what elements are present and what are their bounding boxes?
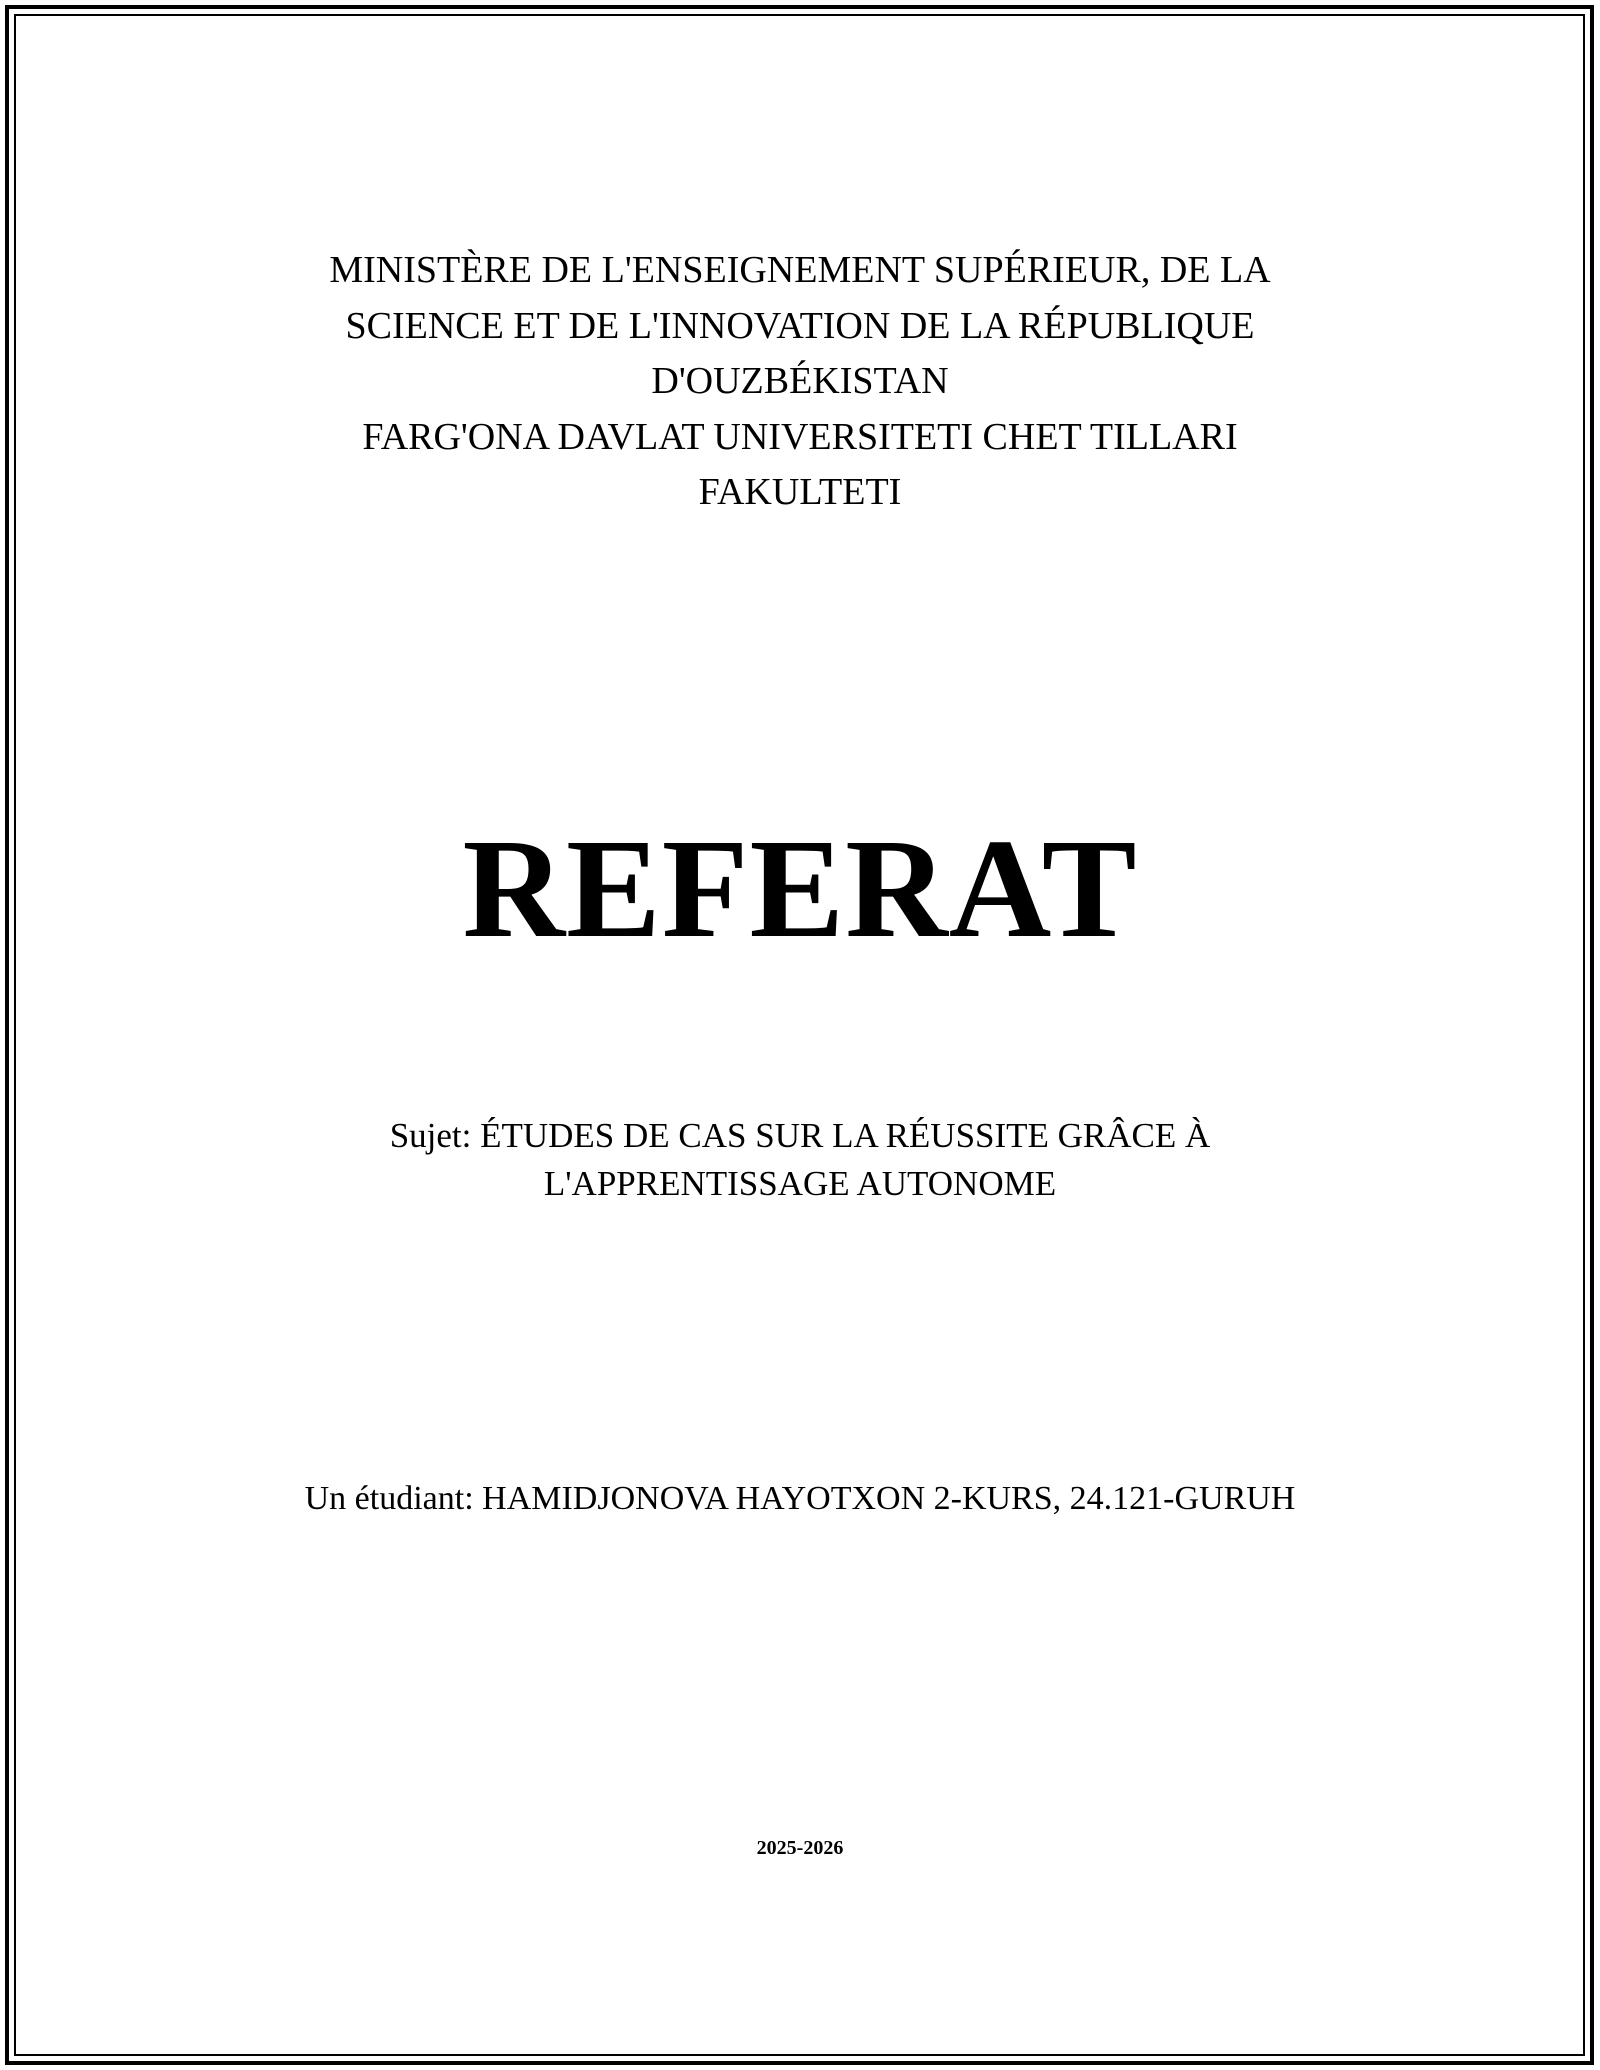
header-line-4: FARG'ONA DAVLAT UNIVERSITETI CHET TILLARI <box>362 415 1238 458</box>
header-line-3: D'OUZBÉKISTAN <box>651 360 949 402</box>
institution-header <box>0 243 1600 521</box>
header-line-2: SCIENCE ET DE L'INNOVATION DE LA RÉPUBLIQUE <box>345 304 1255 347</box>
student-info: Un étudiant: HAMIDJONOVA HAYOTXON 2-KURS, 24.121-GURUH <box>304 1480 1296 1517</box>
subject-line-1: Sujet: ÉTUDES DE CAS SUR LA RÉUSSITE GRÂCE À <box>389 1116 1211 1155</box>
document-title: REFERAT <box>462 809 1138 967</box>
subject <box>0 1112 1600 1208</box>
header-line-1: MINISTÈRE DE L'ENSEIGNEMENT SUPÉRIEUR, DE LA <box>329 249 1271 291</box>
header-line-5: FAKULTETI <box>698 471 902 513</box>
subject-line-2: L'APPRENTISSAGE AUTONOME <box>543 1164 1057 1203</box>
academic-year: 2025-2026 <box>756 1837 844 1859</box>
